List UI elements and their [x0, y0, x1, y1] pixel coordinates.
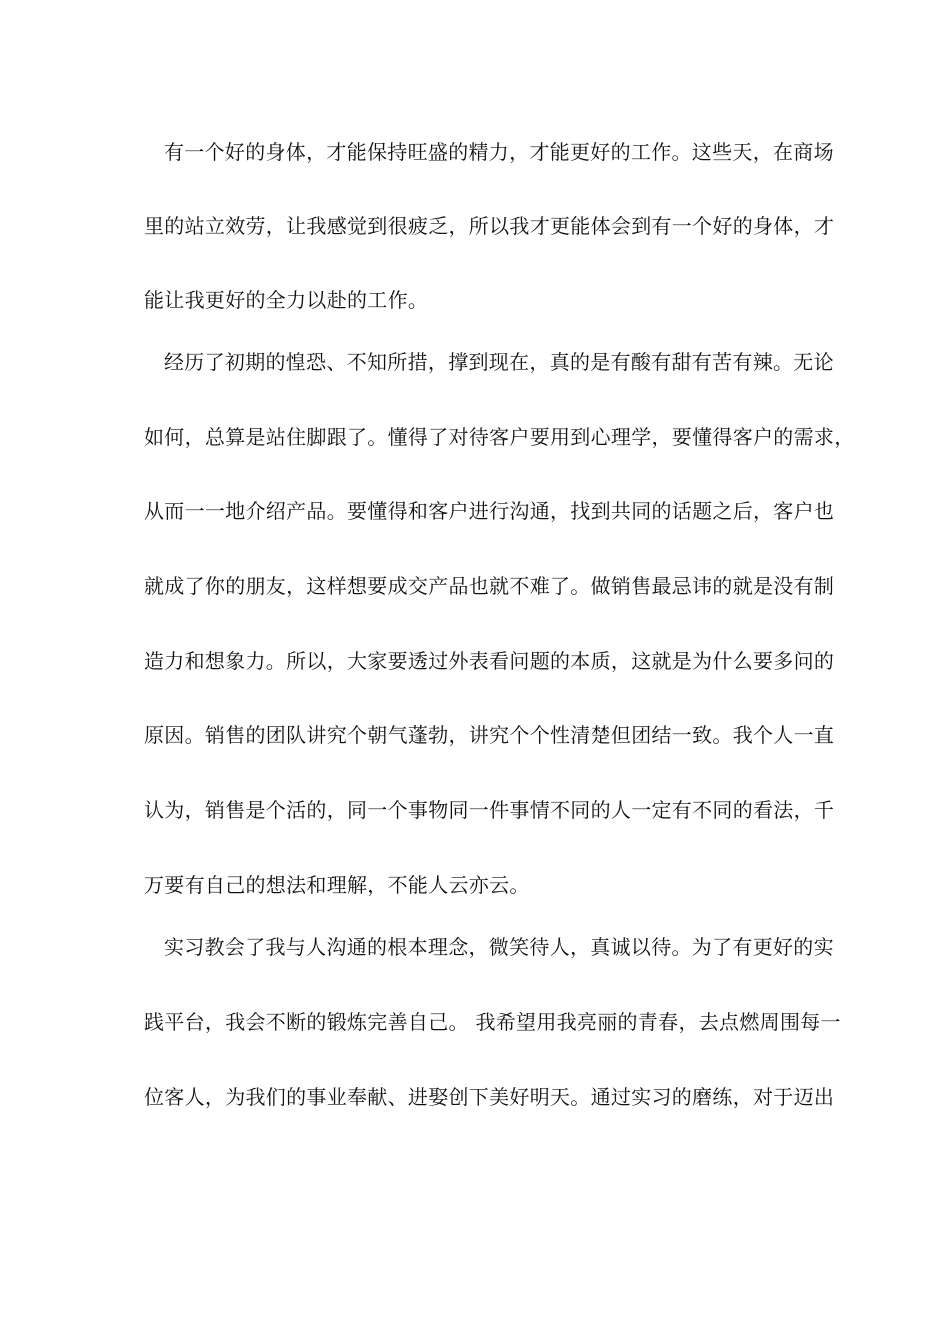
paragraph-3-line-3: 位客人，为我们的事业奉献、进娶创下美好明天。通过实习的磨练，对于迈出	[144, 1085, 835, 1109]
paragraph-3-line-1: 实习教会了我与人沟通的根本理念，微笑待人，真诚以待。为了有更好的实	[164, 935, 834, 959]
paragraph-1-line-3: 能让我更好的全力以赴的工作。	[144, 288, 429, 312]
paragraph-3-line-2: 践平台，我会不断的锻炼完善自己。 我希望用我亮丽的青春，去点燃周围每一	[144, 1010, 841, 1034]
paragraph-2-line-6: 原因。销售的团队讲究个朝气蓬勃，讲究个个性清楚但团结一致。我个人一直	[144, 723, 835, 747]
paragraph-1-line-1: 有一个好的身体，才能保持旺盛的精力，才能更好的工作。这些天，在商场	[164, 140, 834, 164]
paragraph-2-line-8: 万要有自己的想法和理解，不能人云亦云。	[144, 873, 530, 897]
paragraph-2-line-2: 如何，总算是站住脚跟了。懂得了对待客户要用到心理学，要懂得客户的需求，	[144, 425, 855, 449]
paragraph-2-line-7: 认为，销售是个活的，同一个事物同一件事情不同的人一定有不同的看法，千	[144, 798, 835, 822]
paragraph-2-line-5: 造力和想象力。所以，大家要透过外表看问题的本质，这就是为什么要多问的	[144, 649, 835, 673]
paragraph-2-line-4: 就成了你的朋友，这样想要成交产品也就不难了。做销售最忌讳的就是没有制	[144, 574, 835, 598]
paragraph-2-line-1: 经历了初期的惶恐、不知所措，撑到现在，真的是有酸有甜有苦有辣。无论	[164, 350, 834, 374]
paragraph-2-line-3: 从而一一地介绍产品。要懂得和客户进行沟通，找到共同的话题之后，客户也	[144, 499, 835, 523]
paragraph-1-line-2: 里的站立效劳，让我感觉到很疲乏，所以我才更能体会到有一个好的身体，才	[144, 214, 835, 238]
